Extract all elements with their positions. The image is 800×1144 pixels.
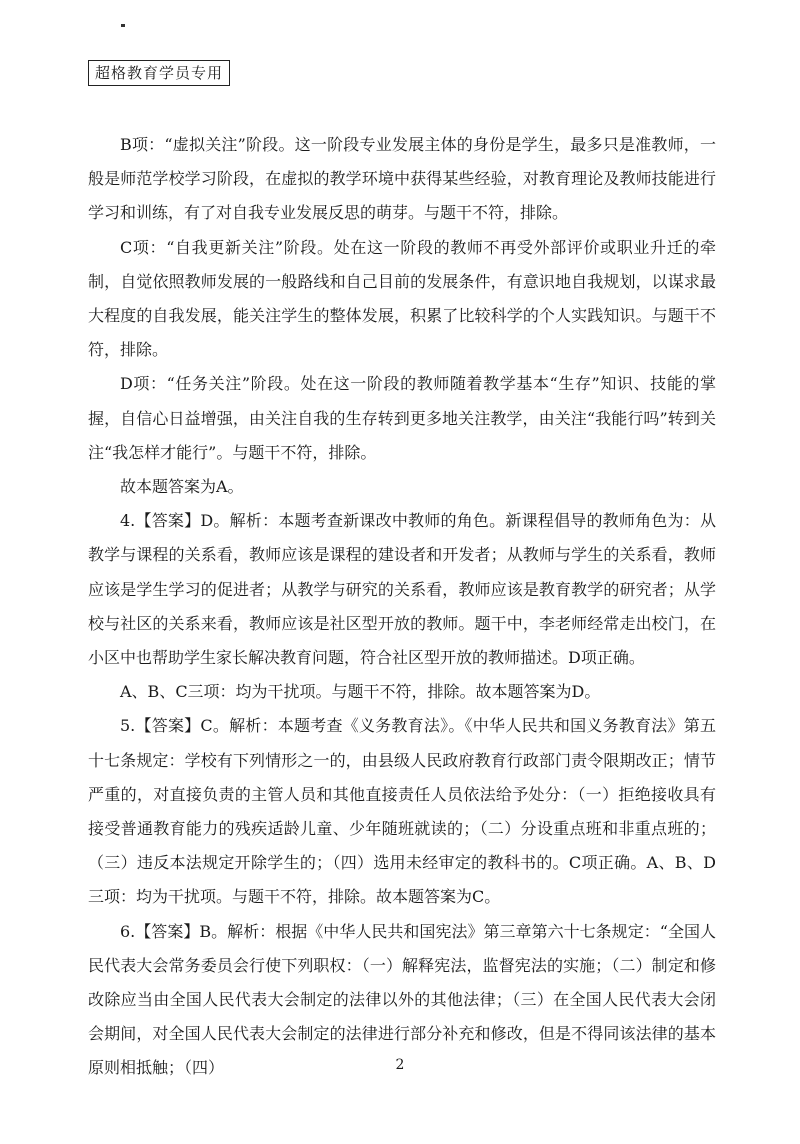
page-number: 2 (395, 1057, 405, 1073)
paragraph-answer-3: 故本题答案为A。 (120, 477, 244, 497)
paragraph-option-d: D项：“任务关注”阶段。处在这一阶段的教师随着教学基本“生存”知识、技能的掌握，自信心日益增强，由关注自我的生存转到更多地关注教学，由关注“我能行吗”转到关注“我怎样才能行”。与题干不符，排除。 (88, 374, 716, 462)
paragraph-question-5: 5.【答案】C。解析：本题考查《义务教育法》。《中华人民共和国义务教育法》第五十七条规定：学校有下列情形之一的，由县级人民政府教育行政部门责令限期改正；情节严重的，对直接负责的主管人员和其他直接责任人员依法给予处分：（一）拒绝接收具有接受普通教育能力的残疾适龄儿童、少年随班就读的；（二）分设重点班和非重点班的；（三）违反本法规定开除学生的；（四）选用未经审定的教科书的。C项正确。A、B、D三项：均为干扰项。与题干不符，排除。故本题答案为C。 (88, 716, 716, 907)
paragraph-option-b: B项：“虚拟关注”阶段。这一阶段专业发展主体的身份是学生，最多只是准教师，一般是师范学校学习阶段，在虚拟的教学环境中获得某些经验，对教育理论及教师技能进行学习和训练，有了对自我专业发展反思的萌芽。与题干不符，排除。 (88, 135, 716, 223)
paragraph-option-c: C项：“自我更新关注”阶段。处在这一阶段的教师不再受外部评价或职业升迁的牵制，自觉依照教师发展的一般路线和自己目前的发展条件，有意识地自我规划，以谋求最大程度的自我发展，能关注学生的整体发展，积累了比较科学的个人实践知识。与题干不符，排除。 (88, 237, 716, 360)
header-badge: 超格教育学员专用 (88, 60, 230, 86)
paragraph-question-4-distractors: A、B、C三项：均为干扰项。与题干不符，排除。故本题答案为D。 (120, 682, 601, 702)
paragraph-question-6: 6.【答案】B。解析：根据《中华人民共和国宪法》第三章第六十七条规定：“全国人民代表大会常务委员会行使下列职权：（一）解释宪法，监督宪法的实施；（二）制定和修改除应当由全国人民代表大会制定的法律以外的其他法律；（三）在全国人民代表大会闭会期间，对全国人民代表大会制定的法律进行部分补充和修改，但是不得同该法律的基本原则相抵触；（四） (88, 921, 716, 1078)
paragraph-question-4: 4.【答案】D。解析：本题考查新课改中教师的角色。新课程倡导的教师角色为：从教学与课程的关系看，教师应该是课程的建设者和开发者；从教师与学生的关系看，教师应该是学生学习的促进者；从教学与研究的关系看，教师应该是教育教学的研究者；从学校与社区的关系来看，教师应该是社区型开放的教师。题干中，李老师经常走出校门，在小区中也帮助学生家长解决教育问题，符合社区型开放的教师描述。D项正确。 (88, 511, 716, 668)
scan-mark (121, 24, 125, 27)
body-text (88, 128, 716, 1086)
